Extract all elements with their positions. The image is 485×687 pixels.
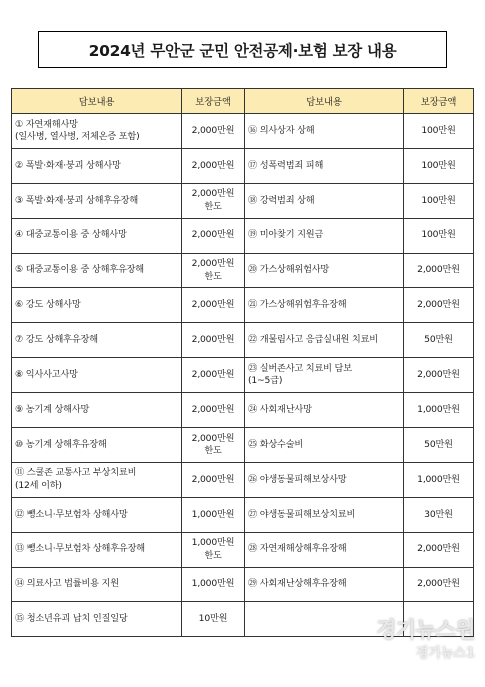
table-header-row <box>12 89 474 114</box>
coverage-amount-text: 50만원 <box>424 438 453 450</box>
coverage-item-left <box>12 114 182 149</box>
coverage-item-right <box>245 183 404 218</box>
coverage-item-right <box>245 567 404 602</box>
coverage-item-left <box>12 393 182 428</box>
coverage-amount-right <box>404 323 474 358</box>
coverage-item-right <box>245 393 404 428</box>
coverage-amount-right <box>404 393 474 428</box>
coverage-amount-text: 2,000만원 <box>191 188 235 200</box>
coverage-item-text: ③ 폭발·화재·붕괴 상해후유장해 <box>15 194 139 206</box>
coverage-item-text: ④ 대중교통이용 중 상해사망 <box>15 229 127 241</box>
coverage-amount-left <box>182 532 245 567</box>
coverage-amount-right <box>404 602 474 637</box>
coverage-item-text: ⑳ 가스상해위험사망 <box>248 264 330 276</box>
coverage-amount-text: 2,000만원 <box>191 124 235 136</box>
coverage-item-left <box>12 218 182 253</box>
coverage-amount-text: 2,000만원 <box>191 473 235 485</box>
coverage-amount-text: 2,000만원 <box>191 258 235 270</box>
coverage-item-right <box>245 288 404 323</box>
coverage-item-text: ⑬ 뺑소니·무보험차 상해후유장해 <box>15 543 145 555</box>
coverage-item-left <box>12 567 182 602</box>
coverage-amount-left <box>182 602 245 637</box>
watermark-text-secondary: 경기뉴스1 <box>415 646 475 661</box>
coverage-item-text: ⑧ 익사사고사망 <box>15 368 78 380</box>
coverage-item-left <box>12 462 182 497</box>
coverage-amount-text: 2,000만원 <box>417 543 460 555</box>
coverage-amount-left <box>182 428 245 463</box>
coverage-amount-left <box>182 567 245 602</box>
table-row <box>12 253 474 288</box>
coverage-amount-right <box>404 253 474 288</box>
coverage-amount-right <box>404 462 474 497</box>
column-header-item-right: 담보내용 <box>245 89 404 114</box>
coverage-item-text: ㉖ 야생동물피해보상사망 <box>248 473 347 485</box>
coverage-amount-text: 2,000만원 <box>417 368 460 380</box>
coverage-amount-text: 1,000만원 <box>191 508 235 520</box>
coverage-item-left <box>12 288 182 323</box>
coverage-item-left <box>12 148 182 183</box>
coverage-item-left <box>12 253 182 288</box>
coverage-item-text: ㉒ 개물림사고 응급실내원 치료비 <box>248 334 378 346</box>
coverage-amount-text: 2,000만원 <box>417 299 460 311</box>
coverage-item-text: ⑨ 농기계 상해사망 <box>15 403 90 415</box>
coverage-item-left <box>12 323 182 358</box>
coverage-amount-left <box>182 114 245 149</box>
coverage-amount-left <box>182 497 245 532</box>
column-header-amount-right: 보장금액 <box>404 89 474 114</box>
table-row <box>12 323 474 358</box>
coverage-amount-text: 2,000만원 <box>417 264 460 276</box>
table-row <box>12 148 474 183</box>
coverage-item-text: ⑲ 미아찾기 지원금 <box>248 229 324 241</box>
coverage-amount-text: 1,000만원 <box>417 473 460 485</box>
coverage-item-text: ㉕ 화상수술비 <box>248 438 304 450</box>
page-title: 2024년 무안군 군민 안전공제·보험 보장 내용 <box>38 31 447 68</box>
coverage-item-right <box>245 114 404 149</box>
coverage-item-right <box>245 253 404 288</box>
watermark-text-primary: 경기뉴스원 <box>376 618 475 642</box>
coverage-amount-right <box>404 532 474 567</box>
coverage-item-text: ㉗ 야생동물피해보상치료비 <box>248 508 356 520</box>
coverage-amount-text: 100만원 <box>421 124 456 136</box>
coverage-amount-text: 2,000만원 <box>191 368 235 380</box>
coverage-amount-text: 한도 <box>204 549 222 561</box>
coverage-item-right <box>245 323 404 358</box>
coverage-amount-left <box>182 253 245 288</box>
coverage-item-right <box>245 532 404 567</box>
coverage-item-text: ⑪ 스쿨존 교통사고 부상치료비 <box>15 467 137 479</box>
coverage-amount-text: 100만원 <box>421 229 456 241</box>
coverage-item-right <box>245 358 404 393</box>
table-row <box>12 393 474 428</box>
coverage-item-text: ㉘ 자연재해상해후유장해 <box>248 543 347 555</box>
column-header-amount-left: 보장금액 <box>182 89 245 114</box>
table-body <box>12 114 474 637</box>
coverage-item-text: ㉔ 사회재난사망 <box>248 403 312 415</box>
coverage-item-text: ② 폭발·화재·붕괴 상해사망 <box>15 159 121 171</box>
coverage-amount-left <box>182 148 245 183</box>
coverage-amount-text: 1,000만원 <box>417 403 460 415</box>
coverage-item-text: ⑯ 의사상자 상해 <box>248 124 315 136</box>
coverage-item-left <box>12 532 182 567</box>
coverage-item-text: ⑩ 농기계 상해후유장해 <box>15 438 107 450</box>
column-header-item-left: 담보내용 <box>12 89 182 114</box>
coverage-amount-text: 1,000만원 <box>191 578 235 590</box>
coverage-item-text: ㉑ 가스상해위험후유장해 <box>248 299 347 311</box>
coverage-amount-right <box>404 428 474 463</box>
table-row <box>12 428 474 463</box>
coverage-item-left <box>12 497 182 532</box>
coverage-item-right <box>245 148 404 183</box>
coverage-item-text: ㉓ 실버존사고 치료비 담보 <box>248 362 352 374</box>
coverage-amount-text: 2,000만원 <box>417 578 460 590</box>
coverage-amount-text: 100만원 <box>421 159 456 171</box>
coverage-amount-text: 2,000만원 <box>191 299 235 311</box>
coverage-item-right <box>245 462 404 497</box>
coverage-amount-left <box>182 358 245 393</box>
coverage-amount-left <box>182 288 245 323</box>
coverage-amount-right <box>404 567 474 602</box>
coverage-item-text: ⑭ 의료사고 법률비용 지원 <box>15 578 119 590</box>
coverage-amount-text: 30만원 <box>424 508 453 520</box>
coverage-amount-left <box>182 393 245 428</box>
coverage-amount-text: 2,000만원 <box>191 432 235 444</box>
coverage-item-text: (12세 이하) <box>15 479 62 491</box>
coverage-amount-right <box>404 218 474 253</box>
table-row <box>12 497 474 532</box>
coverage-item-right <box>245 602 404 637</box>
coverage-amount-right <box>404 183 474 218</box>
coverage-amount-text: 10만원 <box>198 613 228 625</box>
coverage-amount-right <box>404 114 474 149</box>
coverage-item-text: ① 자연재해사망 <box>15 118 78 130</box>
table-row <box>12 567 474 602</box>
coverage-item-text: ⑫ 뺑소니·무보험차 상해사망 <box>15 508 128 520</box>
coverage-amount-text: 2,000만원 <box>191 334 235 346</box>
coverage-amount-right <box>404 358 474 393</box>
coverage-amount-text: 50만원 <box>424 334 453 346</box>
coverage-amount-text: 2,000만원 <box>191 229 235 241</box>
coverage-item-text: ⑮ 청소년유괴 납치 인질일당 <box>15 613 128 625</box>
coverage-item-left <box>12 358 182 393</box>
coverage-item-text: ⑦ 강도 상해후유장해 <box>15 334 98 346</box>
coverage-amount-left <box>182 183 245 218</box>
table-row <box>12 602 474 637</box>
coverage-item-right <box>245 497 404 532</box>
coverage-amount-right <box>404 288 474 323</box>
coverage-amount-text: 1,000만원 <box>191 537 235 549</box>
coverage-item-right <box>245 428 404 463</box>
coverage-item-text: ⑤ 대중교통이용 중 상해후유장해 <box>15 264 144 276</box>
coverage-amount-text: 한도 <box>204 200 222 212</box>
table-row <box>12 288 474 323</box>
coverage-amount-right <box>404 497 474 532</box>
coverage-amount-right <box>404 148 474 183</box>
coverage-item-left <box>12 428 182 463</box>
table-row <box>12 183 474 218</box>
coverage-table <box>11 88 474 637</box>
coverage-amount-left <box>182 218 245 253</box>
coverage-item-text: (일사병, 열사병, 저체온증 포함) <box>15 130 140 142</box>
coverage-item-text: ⑰ 성폭력범죄 피해 <box>248 159 324 171</box>
coverage-amount-text: 100만원 <box>421 194 456 206</box>
coverage-amount-text: 한도 <box>204 444 222 456</box>
coverage-amount-text: 한도 <box>204 270 222 282</box>
table-row <box>12 114 474 149</box>
table-row <box>12 218 474 253</box>
table-row <box>12 532 474 567</box>
coverage-amount-text: 2,000만원 <box>191 159 235 171</box>
table-row <box>12 358 474 393</box>
table-row <box>12 462 474 497</box>
coverage-item-right <box>245 218 404 253</box>
coverage-item-text: ⑱ 강력범죄 상해 <box>248 194 315 206</box>
coverage-amount-left <box>182 462 245 497</box>
coverage-item-text: ⑥ 강도 상해사망 <box>15 299 81 311</box>
coverage-item-text: ㉙ 사회재난상해후유장해 <box>248 578 347 590</box>
coverage-item-left <box>12 183 182 218</box>
coverage-amount-text: 2,000만원 <box>191 403 235 415</box>
coverage-amount-left <box>182 323 245 358</box>
coverage-item-left <box>12 602 182 637</box>
coverage-item-text: (1~5급) <box>248 375 283 387</box>
